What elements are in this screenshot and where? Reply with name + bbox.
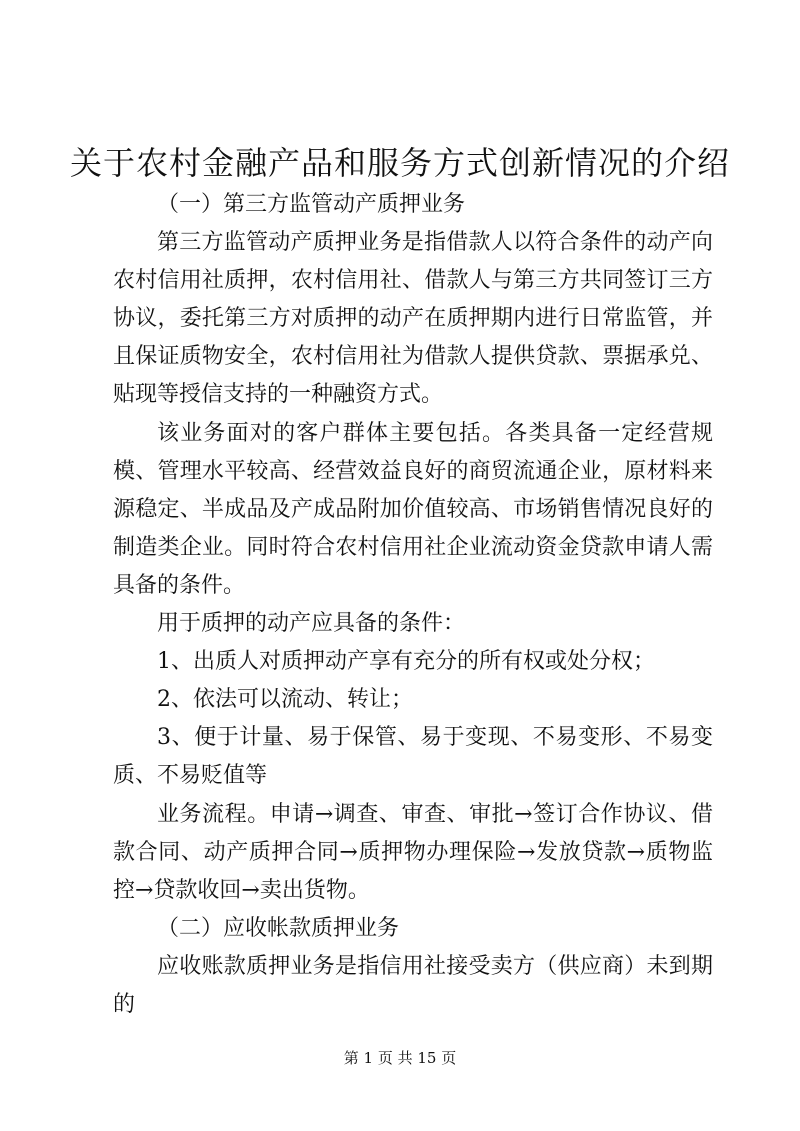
paragraph: 用于质押的动产应具备的条件： [157, 611, 466, 637]
paragraph: 第三方监管动产质押业务是指借款人以符合条件的动产向农村信用社质押，农村信用社、借款人与第三方共同签订三方协议，委托第三方对质押的动产在质押期内进行日常监管，并且保证质物安全，农村信用社为借款人提供贷款、票据承兑、贴现等授信支持的一种融资方式。 [113, 230, 713, 408]
list-item: 2、依法可以流动、转让； [157, 687, 413, 713]
paragraph: 业务流程。申请→调查、审查、审批→签订合作协议、借款合同、动产质押合同→质押物办理保险→发放贷款→质物监控→贷款收回→卖出货物。 [113, 801, 713, 903]
paragraph: 应收账款质押业务是指信用社接受卖方（供应商）未到期的 [113, 953, 713, 1017]
list-item: 1、出质人对质押动产享有充分的所有权或处分权； [157, 649, 655, 675]
document-title: 关于农村金融产品和服务方式创新情况的介绍 [69, 144, 730, 182]
section-heading-2: （二）应收帐款质押业务 [157, 915, 400, 941]
document-body [113, 186, 713, 1024]
section-heading-1: （一）第三方监管动产质押业务 [157, 192, 466, 217]
paragraph: 该业务面对的客户群体主要包括。各类具备一定经营规模、管理水平较高、经营效益良好的商贸流通企业，原材料来源稳定、半成品及产成品附加价值较高、市场销售情况良好的制造类企业。同时符合农村信用社企业流动资金贷款申请人需具备的条件。 [113, 420, 713, 598]
page-footer: 第 1 页 共 15 页 [343, 1049, 457, 1067]
list-item: 3、便于计量、易于保管、易于变现、不易变形、不易变质、不易贬值等 [113, 725, 713, 789]
